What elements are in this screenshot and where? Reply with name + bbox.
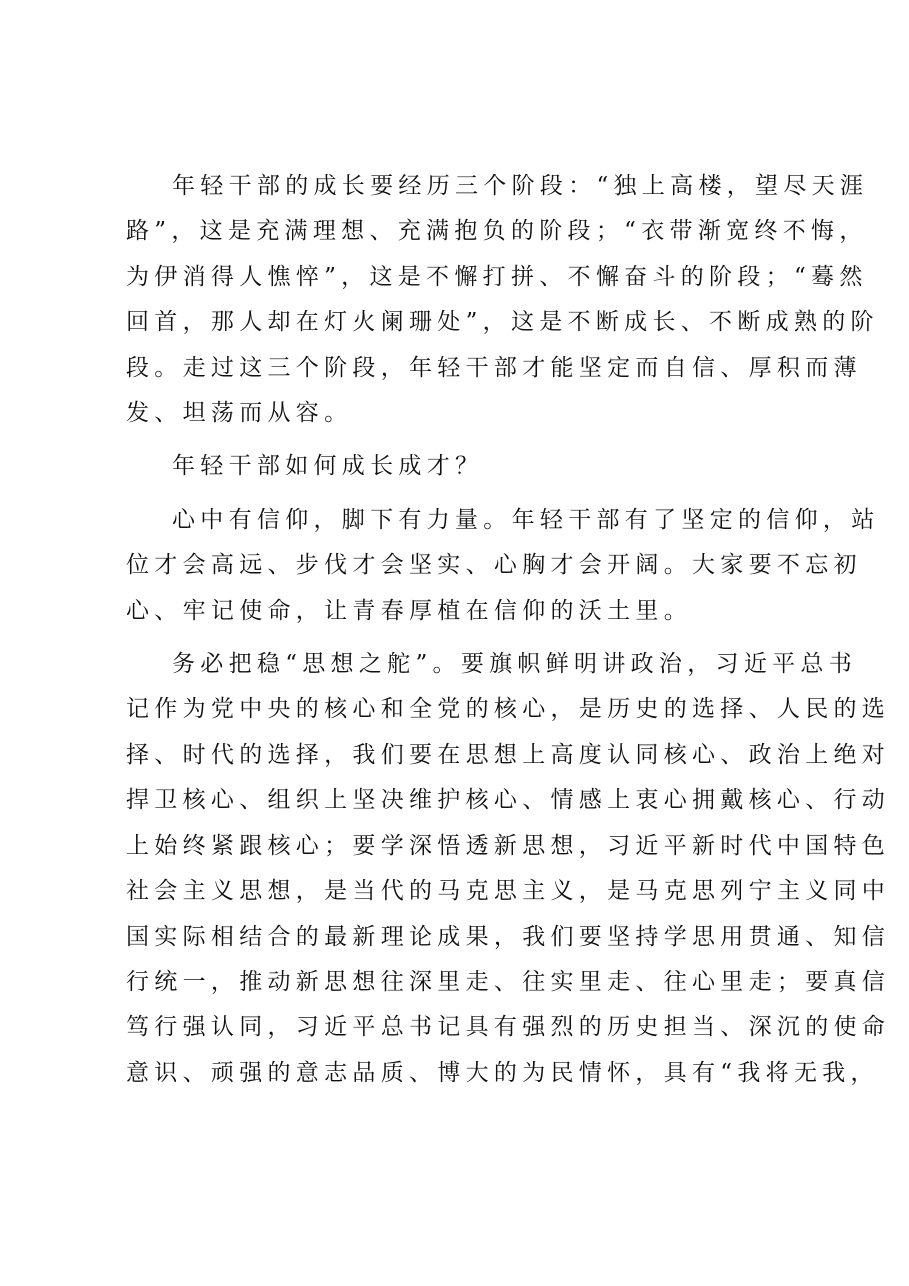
text-line: 记作为党中央的核心和全党的核心，是历史的选择、人民的选 <box>126 696 891 723</box>
text-line: 年轻干部如何成长成才？ <box>172 453 484 480</box>
paragraph-three-stages <box>126 164 879 436</box>
text-line: 择、时代的选择，我们要在思想上高度认同核心、政治上绝对 <box>126 741 891 768</box>
text-line: 捍卫核心、组织上坚决维护核心、情感上衷心拥戴核心、行动 <box>126 787 891 814</box>
text-line: 为伊消得人憔悴”，这是不懈打拼、不懈奋斗的阶段；“蓦然 <box>126 263 868 290</box>
text-line: 社会主义思想，是当代的马克思主义，是马克思列宁主义同中 <box>126 878 891 905</box>
text-line: 行统一，推动新思想往深里走、往实里走、往心里走；要真信 <box>126 968 891 995</box>
text-line: 笃行强认同，习近平总书记具有强烈的历史担当、深沉的使命 <box>126 1014 891 1041</box>
text-line: 年轻干部的成长要经历三个阶段：“独上高楼，望尽天涯 <box>172 173 869 199</box>
paragraph-belief <box>126 498 880 634</box>
paragraph-question <box>126 444 804 489</box>
text-line: 回首，那人却在灯火阑珊处”，这是不断成长、不断成熟的阶 <box>126 309 879 336</box>
text-line: 务必把稳“思想之舵”。要旗帜鲜明讲政治，习近平总书 <box>172 651 858 678</box>
text-line: 位才会高远、步伐才会坚实、心胸才会开阔。大家要不忘初 <box>126 552 862 579</box>
text-line: 心、牢记使命，让青春厚植在信仰的沃土里。 <box>126 597 692 624</box>
text-line: 意识、顽强的意志品质、博大的为民情怀，具有“我将无我， <box>126 1059 879 1086</box>
text-line: 心中有信仰，脚下有力量。年轻干部有了坚定的信仰，站 <box>172 506 880 533</box>
paragraph-thought-rudder <box>126 642 891 1096</box>
text-line: 段。走过这三个阶段，年轻干部才能坚定而自信、厚积而薄 <box>126 354 862 381</box>
text-line: 国实际相结合的最新理论成果，我们要坚持学思用贯通、知信 <box>126 923 891 950</box>
text-line: 路”，这是充满理想、充满抱负的阶段；“衣带渐宽终不悔， <box>126 218 868 245</box>
text-line: 发、坦荡而从容。 <box>126 400 353 427</box>
text-line: 上始终紧跟核心；要学深悟透新思想，习近平新时代中国特色 <box>126 832 891 859</box>
document-body <box>126 164 891 1104</box>
